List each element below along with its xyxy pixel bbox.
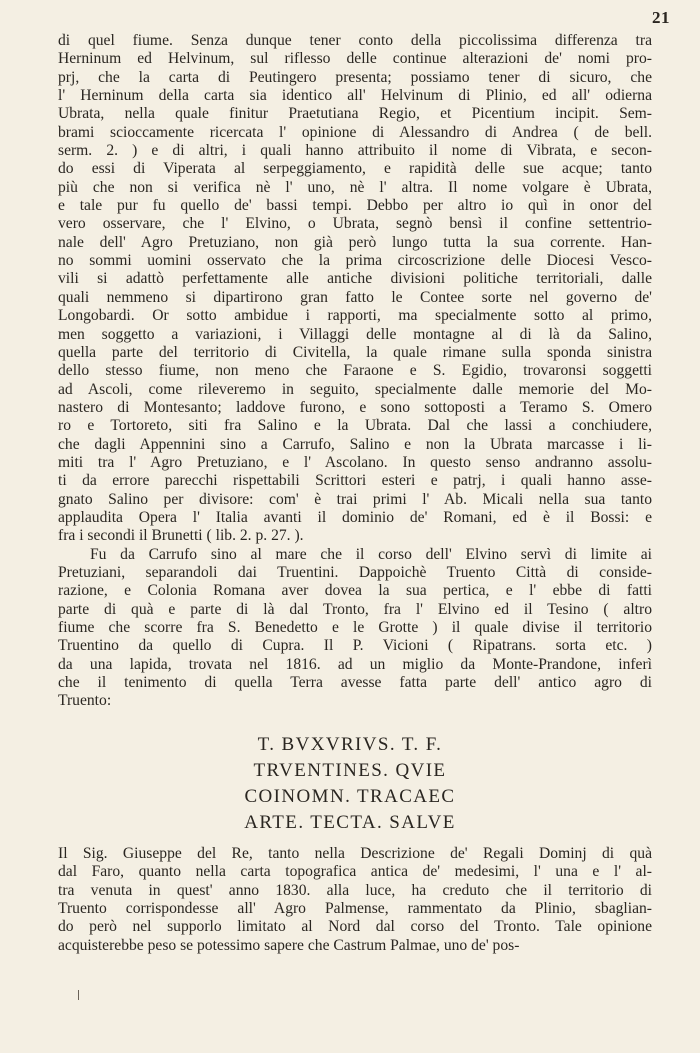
paragraph-2: [58, 546, 652, 711]
text-line: Il Sig. Giuseppe del Re, tanto nella Descrizione de' Regali Dominj di quà: [58, 845, 652, 862]
text-line: dello stesso fiume, non meno che Faraone e S. Egidio, trovaronsi soggetti: [58, 362, 652, 380]
text-line: ti da errore parecchi rispettabili Scrittori esteri e patrj, i quali hanno asse-: [58, 472, 652, 490]
inscription-line: TRVENTINES. QVIE: [253, 760, 447, 781]
text-line: Truentino da quello di Cupra. Il P. Vicioni ( Ripatrans. sorta etc. ): [58, 637, 652, 655]
text-line: Truento:: [58, 692, 112, 710]
page-number: 21: [652, 8, 670, 27]
text-line: acquisterebbe peso se potessimo sapere che Castrum Palmae, uno de' pos-: [58, 936, 520, 954]
text-line: brami scioccamente ricercata l' opinione di Alessandro di Andrea ( de bell.: [58, 123, 652, 141]
text-line: di quel fiume. Senza dunque tener conto della piccolissima differenza tra: [58, 32, 652, 49]
text-line: applaudita Opera l' Italia avanti il dominio de' Romani, ed è il Bossi: e: [58, 508, 652, 526]
text-line: fiume che scorre fra S. Benedetto e le Grotte ) il quale divise il territorio: [58, 619, 652, 636]
inscription-line: COINOMN. TRACAEC: [244, 786, 456, 807]
text-line: Ubrata, nella quale finitur Praetutiana Regio, et Picentium incipit. Sem-: [58, 105, 652, 123]
text-line: ad Ascoli, come rileveremo in seguito, specialmente dalle memorie del Mo-: [58, 380, 652, 398]
text-line: tra venuta in quest' anno 1830. alla luce, ha creduto che il territorio di: [58, 881, 652, 899]
text-line: ro e Tortoreto, siti fra Salino e la Ubrata. Dal che lassi a conchiudere,: [58, 417, 652, 435]
text-line: no sommi uomini osservato che la prima circoscrizione delle Diocesi Vesco-: [58, 252, 652, 270]
text-line: miti tra l' Agro Pretuziano, e l' Ascolano. In questo senso andranno assolu-: [58, 453, 652, 471]
text-line: Fu da Carrufo sino al mare che il corso dell' Elvino servì di limite ai: [90, 545, 652, 563]
inscription-line: ARTE. TECTA. SALVE: [244, 812, 456, 833]
text-line: l' Herninum della carta sia identico all' Helvinum di Plinio, ed all' odierna: [58, 87, 652, 105]
text-line: parte di quà e parte di là dal Tronto, fra l' Elvino ed il Tesino ( altro: [58, 600, 652, 618]
paragraph-3: [58, 845, 652, 955]
text-line: serm. 2. ) e di altri, i quali hanno attribuito il nome di Vibrata, e secon-: [58, 142, 652, 160]
text-line: che il tenimento di quella Terra avesse fatta parte dell' antico agro di: [58, 674, 652, 692]
text-line: do però nel supporlo limitato al Nord dal corso del Tronto. Tale opinione: [58, 918, 652, 936]
text-line: nastero di Montesanto; laddove furono, e sono sottoposti a Teramo S. Omero: [58, 398, 652, 416]
text-line: Pretuziani, separandoli dai Truentini. Dappoichè Truento Città di conside-: [58, 563, 652, 581]
text-line: razione, e Colonia Romana aver dovea la sua pertica, e l' ebbe di fatti: [58, 582, 652, 600]
paragraph-1: [58, 32, 652, 546]
text-line: do essi di Viperata al serpeggiamento, e rapidità delle sue acque; tanto: [58, 160, 652, 178]
latin-inscription: [0, 732, 700, 836]
text-line: quali nemmeno si dipartirono gran fatto le Contee sorte nel governo de': [58, 288, 652, 306]
inscription-line: T. BVXVRIVS. T. F.: [257, 734, 443, 755]
text-line: da una lapida, trovata nel 1816. ad un miglio da Monte-Prandone, inferì: [58, 655, 652, 673]
text-line: quella parte del territorio di Civitella, la quale rimane sulla sponda sinistra: [58, 343, 652, 361]
text-line: vili si adattò perfettamente alle antiche divisioni politiche territoriali, dalle: [58, 270, 652, 288]
text-line: vero osservare, che l' Elvino, o Ubrata, segnò bensì il confine settentrio-: [58, 215, 652, 233]
text-line: men soggetto a variazioni, i Villaggi delle montagne al di là da Salino,: [58, 325, 652, 343]
main-text: [58, 32, 652, 711]
text-line: gnato Salino per divisore: com' è trai primi l' Ab. Micali nella sua tanto: [58, 490, 652, 508]
text-line: più che non si verifica nè l' uno, nè l' altra. Il nome volgare è Ubrata,: [58, 178, 652, 196]
text-line: prj, che la carta di Peutingero presenta; possiamo tener di sicuro, che: [58, 68, 652, 86]
text-line: Truento corrispondesse all' Agro Palmense, rammentato da Plinio, sbaglian-: [58, 900, 652, 918]
margin-mark: [78, 990, 79, 1000]
text-line: nale dell' Agro Pretuziano, non già però lungo tutta la sua corrente. Han-: [58, 233, 652, 251]
main-text-continued: [58, 845, 652, 955]
text-line: che dagli Appennini sino a Carrufo, Salino e non la Ubrata marcasse i li-: [58, 435, 652, 453]
text-line: Longobardi. Or sotto ambidue i rapporti, ma specialmente sotto al primo,: [58, 307, 652, 325]
text-line: fra i secondi il Brunetti ( lib. 2. p. 27. ).: [58, 527, 304, 545]
text-line: dal Faro, quanto nella carta topografica antica de' medesimi, l' una e l' al-: [58, 863, 652, 881]
text-line: e tale pur fu quello de' bassi tempi. Debbo per altro io quì in onor del: [58, 197, 652, 215]
text-line: Herninum ed Helvinum, sul riflesso delle continue alterazioni de' nomi pro-: [58, 50, 652, 68]
